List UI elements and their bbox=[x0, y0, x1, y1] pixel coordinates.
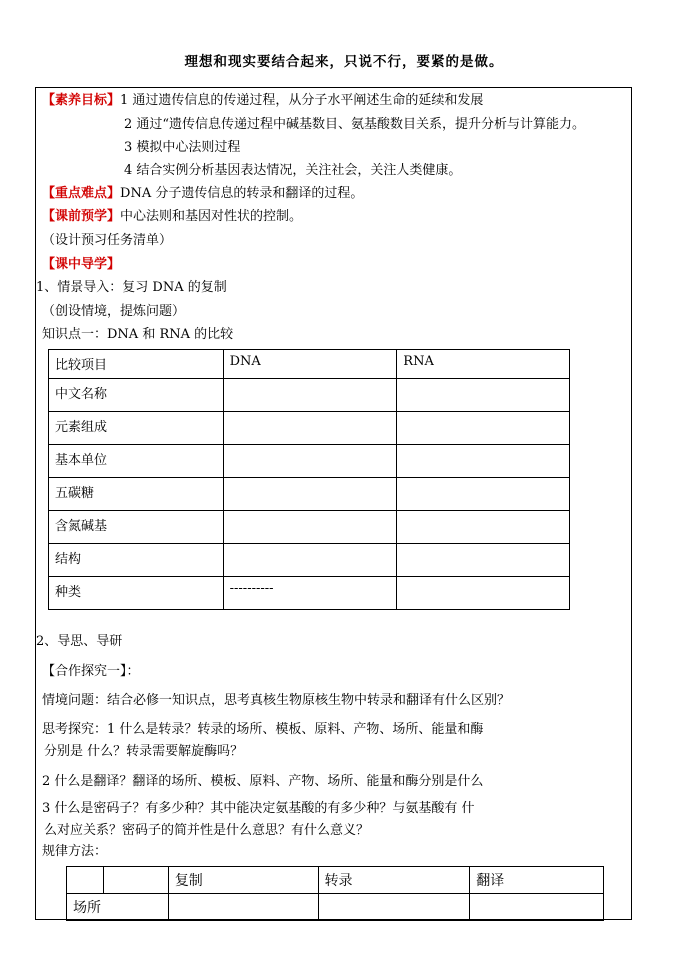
think-question-1: 思考探究：1 什么是转录？转录的场所、模板、原料、产物、场所、能量和酶 bbox=[42, 722, 484, 737]
key-points-text: DNA 分子遗传信息的转录和翻译的过程。 bbox=[120, 186, 364, 201]
motto: 理想和现实要结合起来，只说不行，要紧的是做。 bbox=[184, 54, 504, 70]
table-cell[interactable] bbox=[397, 379, 570, 412]
preview-line bbox=[42, 209, 302, 225]
table-cell[interactable] bbox=[397, 577, 570, 610]
table-row bbox=[49, 511, 570, 544]
think-question-1-cont: 分别是 什么？转录需要解旋酶吗？ bbox=[44, 744, 244, 759]
table-cell[interactable] bbox=[470, 894, 604, 921]
coop-heading: 【合作探究一】： bbox=[42, 664, 140, 679]
scene-note: （创设情境，提炼问题） bbox=[42, 304, 186, 319]
table-row bbox=[49, 577, 570, 610]
table-cell[interactable] bbox=[223, 478, 397, 511]
section-2-heading: 2、导思、导研 bbox=[36, 634, 123, 649]
table-cell[interactable]: ---------- bbox=[223, 577, 397, 610]
table-header-row bbox=[67, 867, 604, 894]
table-row bbox=[49, 544, 570, 577]
dna-rna-comparison-table bbox=[48, 349, 570, 610]
situation-question: 情境问题：结合必修一知识点，思考真核生物原核生物中转录和翻译有什么区别？ bbox=[42, 693, 511, 708]
goal-item: 4 结合实例分析基因表达情况，关注社会，关注人类健康。 bbox=[124, 163, 462, 178]
goal-item: 2 通过“遗传信息传递过程中碱基数目、氨基酸数目关系，提升分析与计算能力。 bbox=[124, 117, 586, 132]
table-cell[interactable] bbox=[397, 544, 570, 577]
table-header-cell: 复制 bbox=[168, 867, 318, 894]
table-row bbox=[49, 478, 570, 511]
table-header-row bbox=[49, 350, 570, 379]
table-header-cell: 翻译 bbox=[470, 867, 604, 894]
table-header-cell bbox=[103, 867, 168, 894]
in-class-tag: 【课中导学】 bbox=[42, 257, 121, 272]
table-cell[interactable] bbox=[223, 412, 397, 445]
table-cell[interactable] bbox=[397, 412, 570, 445]
table-cell: 含氮碱基 bbox=[49, 511, 224, 544]
preview-tag: 【课前预学】 bbox=[42, 209, 121, 224]
table-cell: 场所 bbox=[67, 894, 169, 921]
table-row bbox=[49, 412, 570, 445]
table-cell: 五碳糖 bbox=[49, 478, 224, 511]
goal-item: 3 模拟中心法则过程 bbox=[124, 140, 241, 155]
table-cell: 种类 bbox=[49, 577, 224, 610]
method-label: 规律方法： bbox=[42, 844, 108, 859]
table-header-cell: 比较项目 bbox=[49, 350, 224, 379]
scene-intro: 1、情景导入：复习 DNA 的复制 bbox=[36, 280, 227, 295]
table-row bbox=[49, 445, 570, 478]
preview-note: （设计预习任务清单） bbox=[42, 233, 173, 248]
table-header-cell: 转录 bbox=[318, 867, 470, 894]
lesson-frame bbox=[35, 87, 632, 920]
table-cell[interactable] bbox=[223, 379, 397, 412]
think-question-3: 3 什么是密码子？有多少种？其中能决定氨基酸的有多少种？与氨基酸有 什 bbox=[42, 801, 475, 816]
table-row bbox=[67, 894, 604, 921]
table-cell: 元素组成 bbox=[49, 412, 224, 445]
table-cell[interactable] bbox=[168, 894, 318, 921]
table-cell[interactable] bbox=[223, 511, 397, 544]
table-cell: 中文名称 bbox=[49, 379, 224, 412]
goal-item: 1 通过遗传信息的传递过程，从分子水平阐述生命的延续和发展 bbox=[120, 93, 484, 108]
table-cell: 结构 bbox=[49, 544, 224, 577]
key-points-line bbox=[42, 186, 363, 202]
think-question-2: 2 什么是翻译？翻译的场所、模板、原料、产物、场所、能量和酶分别是什么 bbox=[42, 774, 484, 789]
table-cell[interactable] bbox=[397, 478, 570, 511]
table-header-cell bbox=[67, 867, 104, 894]
table-header-cell: RNA bbox=[397, 350, 570, 379]
table-cell: 基本单位 bbox=[49, 445, 224, 478]
table-header-cell: DNA bbox=[223, 350, 397, 379]
table-cell[interactable] bbox=[397, 511, 570, 544]
table-row bbox=[49, 379, 570, 412]
table-cell[interactable] bbox=[223, 544, 397, 577]
goals-tag: 【素养目标】 bbox=[42, 93, 121, 108]
preview-text: 中心法则和基因对性状的控制。 bbox=[120, 209, 303, 224]
knowledge-point-1: 知识点一：DNA 和 RNA 的比较 bbox=[42, 327, 234, 342]
table-cell[interactable] bbox=[223, 445, 397, 478]
process-comparison-table bbox=[66, 866, 604, 921]
table-cell[interactable] bbox=[318, 894, 470, 921]
goals-line-1 bbox=[42, 93, 483, 109]
table-cell[interactable] bbox=[397, 445, 570, 478]
key-points-tag: 【重点难点】 bbox=[42, 186, 121, 201]
think-question-3-cont: 么对应关系？密码子的简并性是什么意思？有什么意义？ bbox=[44, 823, 370, 838]
